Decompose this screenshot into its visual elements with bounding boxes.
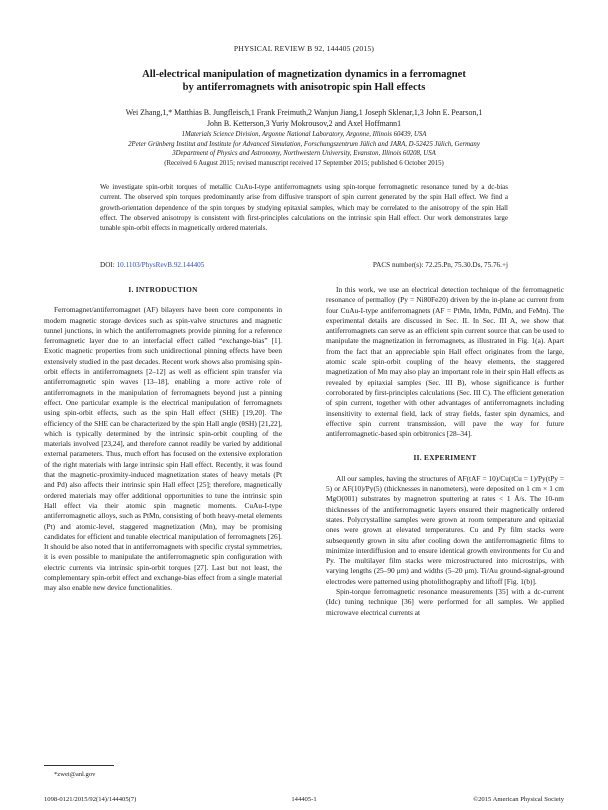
intro-paragraph-1: Ferromagnet/antiferromagnet (AF) bilayers have been core components in modern magnetic storage devices such as spin-valve structures and magnetic tunnel junctions, in which the antiferromagnets provide pinning for a reference ferromagnetic layer due to an interfacial effect called “exchange-bias” [1]. Exotic magnetic properties from such unidirectional pinning effects have been extensively studied in the past decades. Recent work shows also promising spin-orbit effects in antiferromagnets [2–12] as well as efficient spin transfer via antiferromagnetic spin waves [13–18], enabling a more active role of antiferromagnets in the manipulation of ferromagnets beyond just a pinning effect. One particular example is the electrical manipulation of ferromagnets using spin-orbit effects, such as the spin Hall effect (SHE) [19,20]. The efficiency of the SHE can be characterized by the spin Hall angle (θSH) [21,22], which is typically determined by the intrinsic spin-orbit coupling of the materials involved [23,24], and therefore cannot readily be varied by additional external parameters. Thus, much effort has focused on the extensive exploration of the right materials with large intrinsic spin Hall effect. Recently, it was found that the magnetic-proximity-induced magnetization states of heavy metals (Pt and Pd) also affects their intrinsic spin Hall effect [25]; therefore, magnetically ordered materials may offer additional opportunities to tune the intrinsic spin Hall effect via their atomic spin magnetic moments. CuAu-I-type antiferromagnetic alloys, such as PtMn, consisting of both heavy-metal elements (Pt) and atomic-level, staggered magnetization (Mn), may be promising candidates for efficient and tunable electrical manipulation of ferromagnets [26]. It should be also noted that in antiferromagnets with specific crystal symmetries, it is even possible to manipulate the antiferromagnetic spin configuration with electric currents via intrinsic spin-orbit torques [27]. Last but not least, the complementary spin-orbit effect and exchange-bias effect from a single material may also enable new device functionalities.	[44, 305, 282, 593]
footer-issn: 1098-0121/2015/92(14)/144405(7)	[44, 796, 137, 803]
publication-dates: (Received 6 August 2015; revised manuscript received 17 September 2015; published 6 October 2015)	[164, 159, 444, 167]
affiliation-1: 1Materials Science Division, Argonne National Laboratory, Argonne, Illinois 60439, USA	[181, 131, 427, 138]
affiliation-2: 2Peter Grünberg Institut and Institute for Advanced Simulation, Forschungszentrum Jülich and JARA, D-52425 Jülich, Germany	[128, 140, 480, 148]
intro-paragraph-2: In this work, we use an electrical detection technique of the ferromagnetic resonance of permalloy (Py = Ni80Fe20) driven by the in-plane ac current from four CuAu-I-type antiferromagnets (AF = PtMn, IrMn, PdMn, and FeMn). The experimental details are discussed in Sec. II. In Sec. III A, we show that antiferromagnets can serve as an efficient spin current source that can be used to manipulate the magnetization in ferromagnets, as illustrated in Fig. 1(a). Apart from the fact that an appreciable spin Hall effect originates from the large, atomic scale spin-orbit coupling of the heavy elements, the staggered magnetization of Mn may also play an important role in their spin Hall effects as revealed by epitaxial samples (Sec. III B), whose significance is further corroborated by first-principles calculations (Sec. III C). The efficient generation of spin current, together with other advantages of antiferromagnets including insensitivity to external field, lack of stray fields, faster spin dynamics, and effective spin current transmission, will pave the way for future antiferromagnetic-based spin orbitronics [28–34].	[326, 285, 564, 439]
doi-label: DOI:	[100, 261, 115, 269]
section-heading-experiment: II. EXPERIMENT	[413, 453, 477, 463]
title-line-2: by antiferromagnets with anisotropic spin Hall effects	[182, 82, 426, 93]
copyright: ©2015 American Physical Society	[473, 796, 564, 803]
title-line-1: All-electrical manipulation of magnetization dynamics in a ferromagnet	[142, 69, 466, 80]
corresponding-author-email[interactable]: *zwei@anl.gov	[54, 771, 96, 778]
section-heading-introduction: I. INTRODUCTION	[128, 285, 198, 294]
paper-title	[60, 68, 548, 94]
doi-link[interactable]: 10.1103/PhysRevB.92.144405	[116, 261, 205, 269]
doi-line	[100, 261, 508, 269]
authors-line-1: Wei Zhang,1,* Matthias B. Jungfleisch,1 Frank Freimuth,2 Wanjun Jiang,1 Joseph Sklenar,1,3 John E. Pearson,1	[125, 108, 483, 117]
running-head: PHYSICAL REVIEW B 92, 144405 (2015)	[233, 44, 375, 53]
experiment-paragraph-1: All our samples, having the structures of AF(tAF = 10)/Cu(tCu = 1)/Py(tPy = 5) or AF(10)/Py(5) (thicknesses in nanometers), were deposited on 1 cm × 1 cm MgO(001) substrates by magnetron sputtering at rates < 1 Å/s. The 10-nm thicknesses of the antiferromagnetic layers ensured their magnetically ordered states. Polycrystalline samples were grown at room temperature and epitaxial ones were grown at elevated temperatures. Cu and Py film stacks were subsequently grown in situ after cooling down the antiferromagnetic films to minimize interdiffusion and to ensure identical growth environments for Cu and Py. The multilayer film stacks were microstructured into microstrips, with varying lengths (25–90 μm) and widths (5–20 μm). Ti/Au ground-signal-ground electrodes were patterned using photolithography and liftoff [Fig. 1(b)].	[326, 473, 564, 586]
authors-line-2: John B. Ketterson,3 Yuriy Mokrousov,2 and Axel Hoffmann1	[206, 118, 402, 128]
left-column	[44, 285, 282, 594]
page-number: 144405-1	[291, 796, 317, 803]
affiliations	[40, 130, 568, 168]
footnote-divider	[44, 765, 114, 766]
experiment-paragraph-2: Spin-torque ferromagnetic resonance measurements [35] with a dc-current (Idc) tuning technique [36] were performed for all samples. We applied microwave electrical currents at	[326, 587, 564, 617]
right-column	[326, 285, 564, 618]
page-footer	[44, 796, 564, 803]
abstract: We investigate spin-orbit torques of metallic CuAu-I-type antiferromagnets using spin-torque ferromagnetic resonance tuned by a dc-bias current. The observed spin torques predominantly arise from diffusive transport of spin current generated by the spin Hall effect. We find a growth-orientation dependence of the spin torques by studying epitaxial samples, which may be correlated to the anisotropy of the spin Hall effect. The observed anisotropy is consistent with first-principles calculations on the intrinsic spin Hall effect. Our work demonstrates large tunable spin-orbit effects in magnetically ordered materials.	[100, 183, 508, 233]
affiliation-3: 3Department of Physics and Astronomy, Northwestern University, Evanston, Illinois 60208, USA	[172, 150, 436, 158]
author-list	[50, 108, 558, 129]
pacs-numbers: PACS number(s): 72.25.Pn, 75.30.Ds, 75.76.+j	[372, 261, 508, 269]
